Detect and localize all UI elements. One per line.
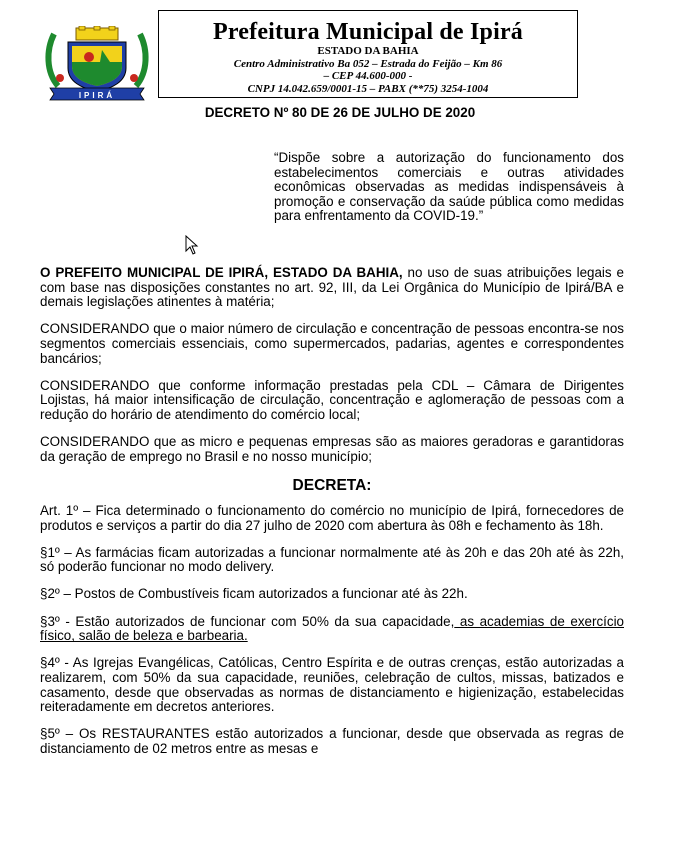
intro-bold: O PREFEITO MUNICIPAL DE IPIRÁ, ESTADO DA BAHIA, <box>40 265 403 280</box>
considerando-1: CONSIDERANDO que o maior número de circulação e concentração de pessoas encontra-se nos segmentos comerciais essenciais, como supermercados, padarias, agentes e correspondentes bancários; <box>40 321 624 366</box>
paragraph-5: §5º – Os RESTAURANTES estão autorizados a funcionar, desde que observada as regras de distanciamento de 02 metros entre as mesas e <box>40 726 624 756</box>
article-1: Art. 1º – Fica determinado o funcionamento do comércio no município de Ipirá, fornecedores de produtos e serviços a partir do dia 27 julho de 2020 com abertura às 08h e fechamento às 18h. <box>40 502 624 533</box>
coat-of-arms-logo <box>44 26 150 102</box>
decree-summary-text: “Dispõe sobre a autorização do funcionamento dos estabelecimentos comerciais e outras atividades econômicas observadas as medidas indispensáveis à promoção e conservação da saúde pública como medidas para enfrentamento da COVID-19.” <box>274 150 624 224</box>
letterhead-cep: – CEP 44.600-000 - <box>323 70 413 82</box>
letterhead-state: ESTADO DA BAHIA <box>317 45 419 57</box>
decree-summary <box>274 151 624 224</box>
paragraph-2: §2º – Postos de Combustíveis ficam autorizados a funcionar até às 22h. <box>40 586 468 602</box>
intro-rest: no uso de suas atribuições legais e com base nas disposições constantes no art. 92, III, da Lei Orgânica do Município de Ipirá/BA e demais legislações atinentes à matéria; <box>40 265 624 310</box>
decree-title: DECRETO Nº 80 DE 26 DE JULHO DE 2020 <box>204 105 476 120</box>
logo-ribbon-text: IPIRÁ <box>78 91 116 100</box>
paragraph-3-underlined: as academias de exercício físico, salão de beleza e barbearia. <box>40 613 624 644</box>
letterhead-cnpj: CNPJ 14.042.659/0001-15 – PABX (**75) 3254-1004 <box>247 82 489 95</box>
intro-paragraph <box>40 266 624 310</box>
considerando-3: CONSIDERANDO que as micro e pequenas empresas são as maiores geradoras e garantidoras da geração de emprego no Brasil e no nosso município; <box>40 434 624 464</box>
letterhead-title: Prefeitura Municipal de Ipirá <box>213 19 523 45</box>
decreta-heading: DECRETA: <box>292 476 372 494</box>
letterhead-box <box>158 10 578 98</box>
considerando-2: CONSIDERANDO que conforme informação prestadas pela CDL – Câmara de Dirigentes Lojistas, há maior intensificação de circulação, concentração e aglomeração de pessoas com a redução do horário de atendimento do comércio local; <box>40 377 624 422</box>
mouse-cursor-icon <box>185 235 199 255</box>
letterhead-address: Centro Administrativo Ba 052 – Estrada do Feijão – Km 86 <box>233 57 503 70</box>
paragraph-4: §4º - As Igrejas Evangélicas, Católicas, Centro Espírita e de outras crenças, estão autorizadas a realizarem, com 50% da sua capacidade, reuniões, celebração de cultos, missas, batizados e casamento, desde que observadas as normas de distanciamento e higienização, estabelecidas reiteradamente em decretos anteriores. <box>40 655 624 715</box>
paragraph-1: §1º – As farmácias ficam autorizadas a funcionar normalmente até às 20h e das 20h até às 22h, só poderão funcionar no modo delivery. <box>40 544 624 575</box>
paragraph-3-start: §3º - Estão autorizados de funcionar com 50% da sua capacidade, <box>40 613 455 629</box>
paragraph-3 <box>40 615 624 644</box>
decree-body <box>40 266 624 769</box>
